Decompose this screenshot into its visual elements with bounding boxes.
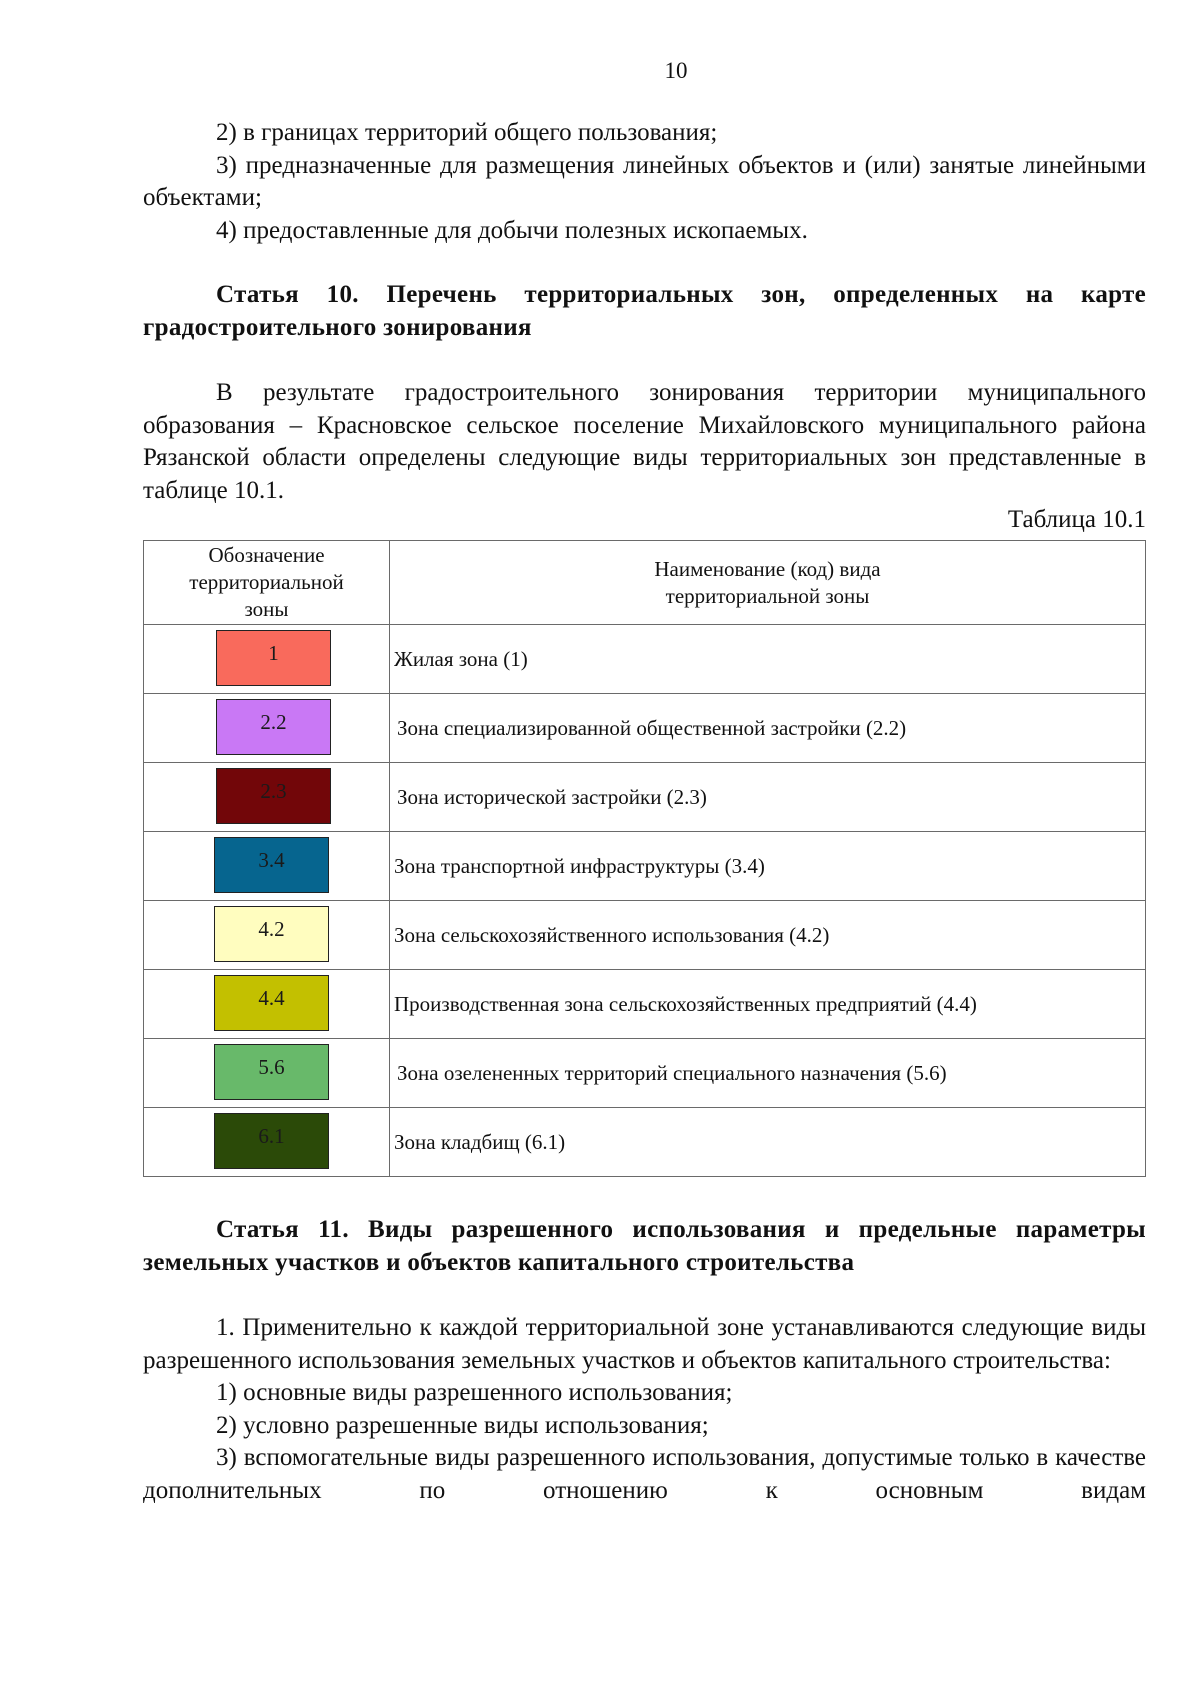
zone-name	[390, 763, 1146, 832]
zone-name-text: Производственная зона сельскохозяйственных предприятий (4.4)	[394, 991, 977, 1016]
zone-swatch: 5.6	[214, 1044, 329, 1100]
intro-item: 3) предназначенные для размещения линейных объектов и (или) занятые линейными объектами;	[143, 151, 1146, 211]
article11-item: 1) основные виды разрешенного использования;	[216, 1379, 733, 1406]
zone-swatch-cell	[144, 1039, 390, 1108]
table-row	[144, 832, 1146, 901]
zone-name	[390, 970, 1146, 1039]
article10-heading-text: Статья 10. Перечень территориальных зон, определенных на карте градостроительного зонирования	[143, 281, 1146, 341]
zone-name-text: Зона озелененных территорий специального назначения (5.6)	[397, 1060, 947, 1085]
zone-name-text: Жилая зона (1)	[394, 646, 528, 671]
zone-swatch-cell	[144, 694, 390, 763]
table-row	[144, 901, 1146, 970]
article10-paragraph-text: В результате градостроительного зонирования территории муниципального образования – Красновское сельское поселение Михайловского муниципального района Рязанской области определены следующие виды территориальных зон представленные в таблице 10.1.	[143, 379, 1146, 504]
zone-name-text: Зона исторической застройки (2.3)	[397, 784, 707, 809]
zone-name	[390, 694, 1146, 763]
table-row	[144, 1108, 1146, 1177]
article11-heading	[143, 1214, 1146, 1279]
header-designation	[144, 541, 390, 625]
table-row	[144, 970, 1146, 1039]
zone-swatch: 6.1	[214, 1113, 329, 1169]
article11-item: 3) вспомогательные виды разрешенного использования, допустимые только в качестве дополнительных по отношению к основным видам	[143, 1444, 1146, 1504]
zone-swatch: 4.4	[214, 975, 329, 1031]
header-name-text: Наименование (код) вида территориальной зоны	[654, 556, 881, 608]
zone-name-text: Зона транспортной инфраструктуры (3.4)	[394, 853, 765, 878]
zone-name-text: Зона кладбищ (6.1)	[394, 1129, 566, 1154]
article11-body	[143, 1312, 1146, 1507]
zone-swatch: 4.2	[214, 906, 329, 962]
zone-name-text: Зона сельскохозяйственного использования (4.2)	[394, 922, 830, 947]
zone-name	[390, 832, 1146, 901]
article10-heading	[143, 279, 1146, 344]
table-header-row	[144, 541, 1146, 625]
article11-paragraph: 1. Применительно к каждой территориальной зоне устанавливаются следующие виды разрешенного использования земельных участков и объектов капитального строительства:	[143, 1314, 1146, 1374]
page-number: 10	[664, 58, 688, 83]
table-row	[144, 694, 1146, 763]
zone-swatch: 2.2	[216, 699, 331, 755]
table-row	[144, 625, 1146, 694]
zone-name	[390, 1108, 1146, 1177]
article11-item: 2) условно разрешенные виды использования;	[216, 1411, 709, 1439]
table-caption: Таблица 10.1	[1007, 506, 1146, 533]
zone-swatch-cell	[144, 970, 390, 1039]
table-row	[144, 763, 1146, 832]
zone-swatch-cell	[144, 1108, 390, 1177]
article10-paragraph	[143, 377, 1146, 507]
zone-name-text: Зона специализированной общественной застройки (2.2)	[397, 715, 907, 740]
zone-name	[390, 625, 1146, 694]
zone-swatch-cell	[144, 763, 390, 832]
intro-list	[143, 117, 1146, 247]
zone-swatch-cell	[144, 901, 390, 970]
intro-item: 2) в границах территорий общего пользования;	[216, 119, 718, 146]
zone-name	[390, 1039, 1146, 1108]
zone-swatch-cell	[144, 832, 390, 901]
table-row	[144, 1039, 1146, 1108]
header-name	[390, 541, 1146, 625]
intro-item: 4) предоставленные для добычи полезных ископаемых.	[216, 216, 808, 244]
zone-swatch: 1	[216, 630, 331, 686]
zone-swatch-cell	[144, 625, 390, 694]
zone-name	[390, 901, 1146, 970]
zone-swatch: 3.4	[214, 837, 329, 893]
article11-heading-text: Статья 11. Виды разрешенного использования и предельные параметры земельных участков и объектов капитального строительства	[143, 1216, 1146, 1276]
header-designation-text: Обозначение территориальной зоны	[189, 543, 344, 621]
zone-swatch: 2.3	[216, 768, 331, 824]
zones-table	[143, 540, 1146, 1177]
